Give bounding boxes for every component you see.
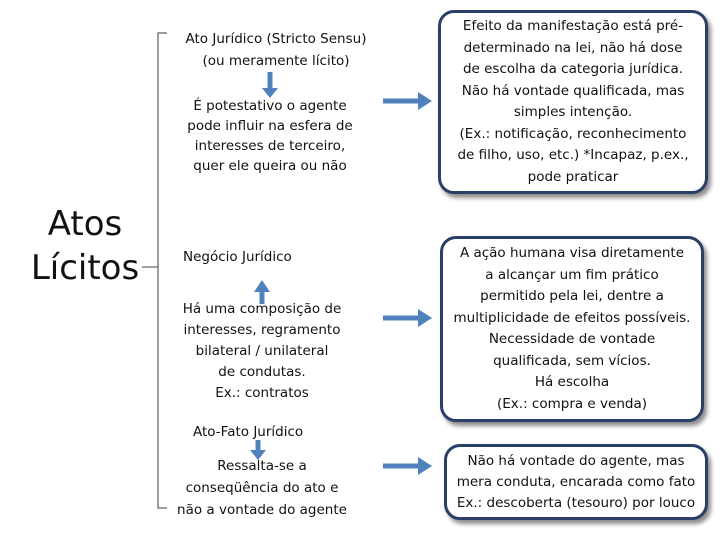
branch2-title-line1: Negócio Jurídico [183, 249, 292, 265]
branch1-box-line: (Ex.: notificação, reconhecimento [459, 125, 687, 142]
branch3-box-line: mera conduta, encarada como fato [456, 473, 696, 490]
branch3-desc-line: não a vontade do agente [177, 502, 347, 518]
branch2-box-line: Necessidade de vontade [488, 331, 656, 347]
arrow-right-1-head [418, 92, 432, 110]
arrow-right-3-head [418, 457, 432, 475]
branch1-desc-line: É potestativo o agente [193, 98, 347, 114]
branch3-title [193, 423, 393, 441]
branch2-description [170, 299, 354, 404]
branch1-box-line: de escolha da categoria jurídica. [462, 61, 684, 77]
main-label-line1: Atos [47, 204, 123, 244]
branch2-box-line: permitido pela lei, dentre a [480, 288, 664, 304]
branch2-box-line: A ação humana visa diretamente [459, 245, 685, 261]
branch1-box-line: pode praticar [527, 168, 619, 185]
branch3-description [164, 455, 360, 521]
branch2-desc-line: Há uma composição de [182, 301, 342, 317]
branch1-description [170, 96, 370, 176]
branch1-title [170, 30, 382, 70]
branch2-box-line: (Ex.: compra e venda) [497, 395, 647, 412]
main-label [20, 202, 150, 290]
branch3-desc-line: Ressalta-se a [217, 458, 307, 474]
branch1-box-line: Efeito da manifestação está pré- [462, 18, 684, 34]
arrow-up-2-head [254, 280, 270, 292]
branch3-title-line1: Ato-Fato Jurídico [193, 424, 304, 440]
branch1-title-line1: Ato Jurídico (Stricto Sensu) [185, 31, 367, 47]
branch1-box-line: determinado na lei, não há dose [463, 39, 683, 56]
branch2-desc-line: Ex.: contratos [215, 385, 309, 401]
branch2-box-line: Há escolha [534, 374, 610, 390]
branch3-box-line: Não há vontade do agente, mas [467, 452, 685, 469]
branch2-box-line: multiplicidade de efeitos possíveis. [453, 309, 691, 326]
main-label-line2: Lícitos [30, 248, 140, 288]
arrow-right-2-head [418, 309, 432, 327]
branch2-box-line: a alcançar um fim prático [485, 266, 659, 283]
branch2-result-box [440, 236, 704, 422]
branch1-desc-line: interesses de terceiro, [194, 138, 346, 154]
branch3-desc-line: conseqüência do ato e [185, 480, 339, 496]
branch1-box-line: Não há vontade qualificada, mas [461, 82, 685, 99]
left-bracket [158, 33, 167, 508]
branch2-box-line: qualificada, sem vícios. [493, 352, 651, 369]
branch1-box-line: simples intenção. [513, 104, 633, 120]
branch2-desc-line: bilateral / unilateral [195, 343, 329, 359]
branch2-desc-line: interesses, regramento [183, 322, 341, 338]
branch1-box-line: de filho, uso, etc.) *Incapaz, p.ex., [457, 147, 689, 163]
branch3-box-line: Ex.: descoberta (tesouro) por louco [456, 494, 696, 511]
branch3-result-box [444, 444, 708, 520]
branch1-desc-line: quer ele queira ou não [193, 158, 347, 174]
branch2-title [183, 248, 383, 266]
branch2-desc-line: de condutas. [218, 364, 306, 380]
branch1-title-line2: (ou meramente lícito) [202, 53, 350, 69]
branch1-desc-line: pode influir na esfera de [187, 118, 353, 134]
branch1-result-box [438, 10, 708, 194]
